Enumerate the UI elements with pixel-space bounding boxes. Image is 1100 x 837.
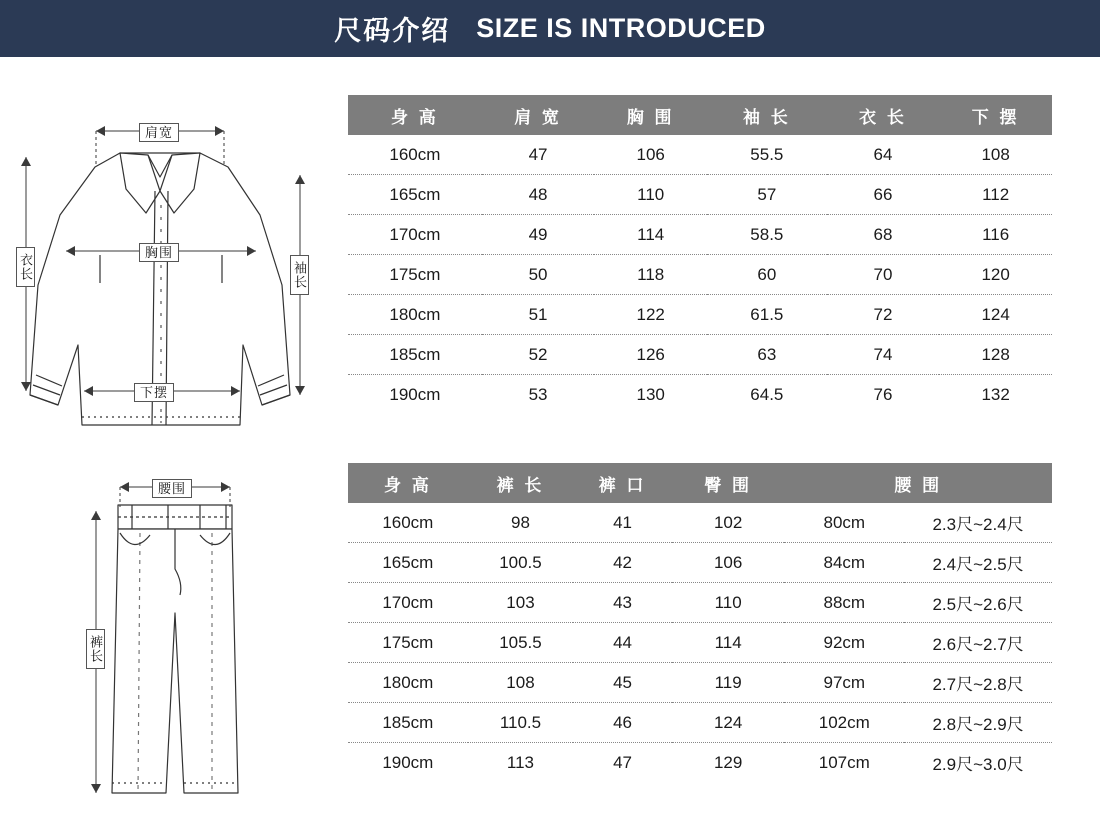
- table-cell: 185cm: [348, 335, 482, 375]
- table-cell: 88cm: [784, 583, 904, 623]
- table-cell: 175cm: [348, 623, 468, 663]
- table-cell: 165cm: [348, 175, 482, 215]
- shirt-size-table: [348, 95, 1052, 414]
- table-cell: 124: [939, 295, 1052, 335]
- table-cell: 2.3尺~2.4尺: [904, 503, 1052, 543]
- pants-size-table: [348, 463, 1052, 782]
- table-cell: 120: [939, 255, 1052, 295]
- table-row: [348, 255, 1052, 295]
- table-cell: 180cm: [348, 663, 468, 703]
- column-header: 腰 围: [784, 463, 1052, 503]
- table-cell: 66: [827, 175, 940, 215]
- table-cell: 124: [672, 703, 785, 743]
- column-header: 胸 围: [594, 95, 707, 135]
- table-cell: 2.7尺~2.8尺: [904, 663, 1052, 703]
- column-header: 身 高: [348, 463, 468, 503]
- table-cell: 70: [827, 255, 940, 295]
- table-cell: 72: [827, 295, 940, 335]
- table-row: [348, 335, 1052, 375]
- table-cell: 50: [482, 255, 595, 295]
- table-cell: 165cm: [348, 543, 468, 583]
- shirt-section: [0, 95, 1100, 435]
- column-header: 衣 长: [827, 95, 940, 135]
- pants-illustration: [0, 463, 348, 813]
- table-cell: 175cm: [348, 255, 482, 295]
- table-row: [348, 135, 1052, 175]
- table-cell: 74: [827, 335, 940, 375]
- table-row: [348, 703, 1052, 743]
- table-cell: 107cm: [818, 752, 870, 772]
- column-header: 裤 口: [573, 463, 672, 503]
- table-cell: 2.5尺~2.6尺: [904, 583, 1052, 623]
- table-cell: 102: [672, 503, 785, 543]
- label-sleeve-length: 袖长: [290, 255, 309, 295]
- table-cell: 57: [707, 175, 827, 215]
- table-cell: 130: [636, 384, 665, 404]
- table-cell: 108: [468, 663, 574, 703]
- table-cell: 170cm: [348, 583, 468, 623]
- label-hem: 下摆: [134, 383, 174, 402]
- table-cell: 97cm: [784, 663, 904, 703]
- table-row: [348, 623, 1052, 663]
- table-cell: 2.8尺~2.9尺: [904, 703, 1052, 743]
- label-garment-length: 衣长: [16, 247, 35, 287]
- table-cell: 84cm: [784, 543, 904, 583]
- table-header-row: [348, 463, 1052, 503]
- shirt-figure: [0, 95, 348, 435]
- table-cell: 105.5: [468, 623, 574, 663]
- table-cell: 190cm: [382, 752, 434, 772]
- table-cell: 185cm: [348, 703, 468, 743]
- table-cell: 47: [482, 135, 595, 175]
- page-title-cn: 尺码介绍: [334, 16, 451, 46]
- table-cell: 51: [482, 295, 595, 335]
- table-cell: 190cm: [389, 384, 441, 404]
- pants-table-wrapper: [348, 463, 1100, 782]
- table-cell: 106: [594, 135, 707, 175]
- table-cell: 132: [981, 384, 1010, 404]
- column-header: 身 高: [348, 95, 482, 135]
- table-cell: 80cm: [784, 503, 904, 543]
- table-cell: 41: [573, 503, 672, 543]
- table-cell: 106: [672, 543, 785, 583]
- column-header: 肩 宽: [482, 95, 595, 135]
- table-row: [348, 543, 1052, 583]
- table-row: [348, 375, 1052, 415]
- table-cell: 160cm: [348, 503, 468, 543]
- table-cell: 112: [939, 175, 1052, 215]
- table-cell: 61.5: [707, 295, 827, 335]
- table-row: [348, 583, 1052, 623]
- table-cell: 2.4尺~2.5尺: [904, 543, 1052, 583]
- table-cell: 42: [573, 543, 672, 583]
- table-cell: 58.5: [707, 215, 827, 255]
- label-waist: 腰围: [152, 479, 192, 498]
- table-cell: 45: [573, 663, 672, 703]
- table-cell: 98: [468, 503, 574, 543]
- table-cell: 49: [482, 215, 595, 255]
- label-chest: 胸围: [139, 243, 179, 262]
- table-cell: 170cm: [348, 215, 482, 255]
- label-shoulder-width: 肩宽: [139, 123, 179, 142]
- table-cell: 100.5: [468, 543, 574, 583]
- table-cell: 2.9尺~3.0尺: [932, 755, 1024, 774]
- table-cell: 118: [594, 255, 707, 295]
- table-cell: 68: [827, 215, 940, 255]
- page-title-en: SIZE IS INTRODUCED: [476, 13, 766, 43]
- table-cell: 119: [672, 663, 785, 703]
- table-cell: 122: [594, 295, 707, 335]
- table-cell: 110: [672, 583, 785, 623]
- table-cell: 129: [713, 752, 743, 772]
- table-cell: 102cm: [784, 703, 904, 743]
- table-cell: 103: [468, 583, 574, 623]
- table-header-row: [348, 95, 1052, 135]
- table-cell: 114: [672, 623, 785, 663]
- shirt-table-wrapper: [348, 95, 1100, 414]
- table-row: [348, 295, 1052, 335]
- table-cell: 60: [707, 255, 827, 295]
- table-row: [348, 503, 1052, 543]
- column-header: 袖 长: [707, 95, 827, 135]
- pants-figure: [0, 463, 348, 813]
- table-cell: 110: [594, 175, 707, 215]
- table-cell: 44: [573, 623, 672, 663]
- table-cell: 53: [528, 384, 548, 404]
- table-cell: 114: [594, 215, 707, 255]
- table-row: [348, 175, 1052, 215]
- table-cell: 64.5: [750, 384, 784, 404]
- column-header: 臀 围: [672, 463, 785, 503]
- table-cell: 160cm: [348, 135, 482, 175]
- table-cell: 116: [939, 215, 1052, 255]
- table-cell: 108: [939, 135, 1052, 175]
- table-cell: 47: [613, 752, 632, 772]
- table-cell: 180cm: [348, 295, 482, 335]
- pants-section: [0, 463, 1100, 813]
- column-header: 下 摆: [939, 95, 1052, 135]
- page-header: [0, 0, 1100, 57]
- table-cell: 46: [573, 703, 672, 743]
- table-cell: 43: [573, 583, 672, 623]
- table-cell: 55.5: [707, 135, 827, 175]
- table-row: [348, 215, 1052, 255]
- table-row: [348, 663, 1052, 703]
- table-cell: 110.5: [468, 703, 574, 743]
- table-cell: 92cm: [784, 623, 904, 663]
- table-cell: 76: [873, 384, 893, 404]
- table-cell: 52: [482, 335, 595, 375]
- table-cell: 63: [707, 335, 827, 375]
- table-cell: 126: [594, 335, 707, 375]
- column-header: 裤 长: [468, 463, 574, 503]
- table-cell: 113: [506, 752, 535, 772]
- table-row: [348, 743, 1052, 783]
- label-pants-length: 裤长: [86, 629, 105, 669]
- table-cell: 128: [939, 335, 1052, 375]
- table-cell: 48: [482, 175, 595, 215]
- table-cell: 64: [827, 135, 940, 175]
- table-cell: 2.6尺~2.7尺: [904, 623, 1052, 663]
